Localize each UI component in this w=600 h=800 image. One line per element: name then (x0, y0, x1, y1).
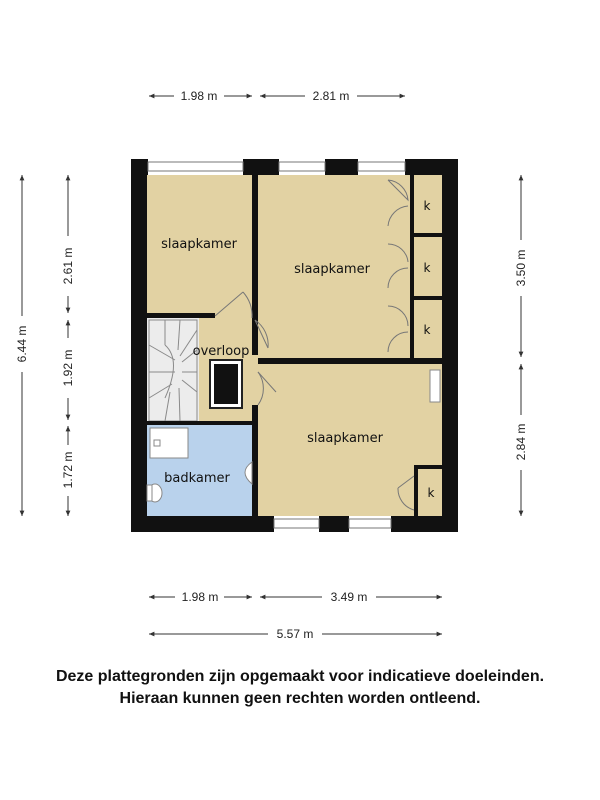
toilet-tank (147, 485, 152, 501)
attic-hatch-inner (214, 364, 238, 404)
dim-right-bottom: 2.84 m (514, 423, 528, 461)
dim-left-total: 6.44 m (15, 325, 29, 363)
room-label-bathroom: badkamer (164, 471, 230, 486)
dim-left-middle: 1.92 m (61, 349, 75, 387)
room-label-closet-2: k (423, 261, 431, 275)
bath-drain (154, 440, 160, 446)
room-label-closet-4: k (427, 486, 435, 500)
dim-top-left: 1.98 m (180, 89, 218, 103)
room-label-bedroom-bottom-right: slaapkamer (307, 431, 383, 446)
room-label-bedroom-top-right: slaapkamer (294, 262, 370, 277)
room-label-closet-3: k (423, 323, 431, 337)
room-label-bedroom-top-left: slaapkamer (161, 237, 237, 252)
room-label-closet-1: k (423, 199, 431, 213)
floor-areas (147, 175, 442, 516)
dim-right-top: 3.50 m (514, 249, 528, 287)
dim-bottom-total: 5.57 m (276, 627, 314, 641)
disclaimer-line-2: Hieraan kunnen geen rechten worden ontleend. (119, 690, 481, 707)
radiator (430, 370, 440, 402)
room-label-landing: overloop (192, 344, 250, 359)
dim-left-bottom: 1.72 m (61, 451, 75, 489)
dim-bottom-left: 1.98 m (181, 590, 219, 604)
dim-bottom-right: 3.49 m (330, 590, 368, 604)
dim-left-top: 2.61 m (61, 247, 75, 285)
dim-top-right: 2.81 m (312, 89, 350, 103)
disclaimer-line-1: Deze plattegronden zijn opgemaakt voor indicatieve doeleinden. (55, 668, 545, 685)
